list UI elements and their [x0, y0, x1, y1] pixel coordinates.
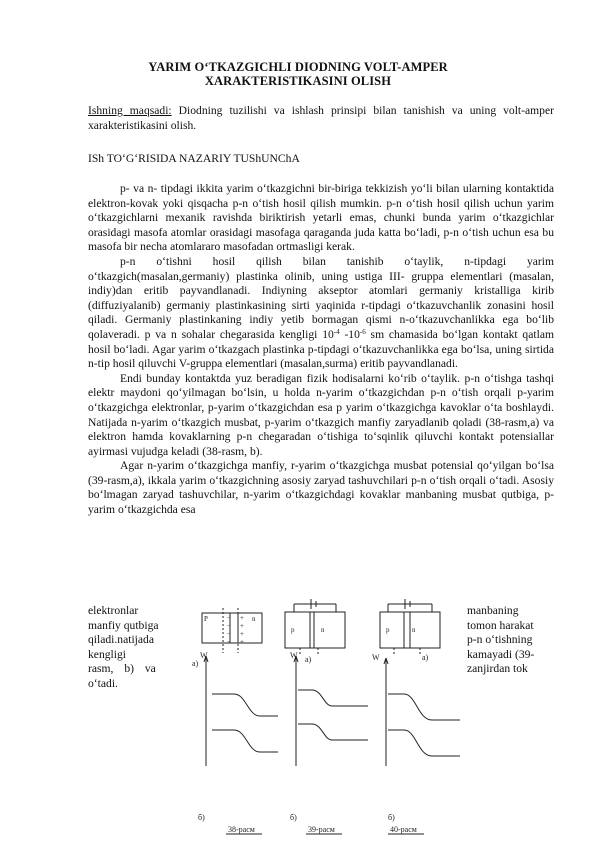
svg-text:−: − — [227, 630, 231, 638]
left-line-2: manfiy qutbiga — [88, 618, 159, 632]
svg-text:−: − — [227, 622, 231, 630]
svg-text:+: + — [240, 614, 244, 622]
p2-part-a: p-n o‘tishni hosil qilish bilan tanishib o‘taylik, n-tipdagi yarim o‘tkazgich(masalan,germaniy) plastinka olinib, uning ustiga III- gruppa elementlari (masalan, indiy)dan eritib payvandlanadi. Indiyning akseptor atomlari germaniy kristalliga kirib (diffuziyalanib) germaniy plastinkasining sirti yaqinida r-tipdagi o‘tkazuvchanlik zonasini hosil qiladi. Germaniy plastinkaning indiy yetib bormagan qismi n-o‘tkazuvchanlikka ega bo‘lib qolaveradi. p va n sohalar chegarasida kengligi 10 — [88, 254, 554, 341]
wrap-left-column — [88, 604, 174, 692]
fig38-p-label: P — [204, 615, 208, 623]
fig40-n-label: n — [412, 626, 416, 634]
section-heading: ISh TO‘G‘RISIDA NAZARIY TUShUNChA — [88, 152, 300, 165]
paragraph-4: Agar n-yarim o‘tkazgichga manfiy, r-yarim o‘tkazgichga musbat potensial qo‘yilgan bo‘lsa (39-rasm,a), ikkala yarim o‘tkazgichning asosiy zaryad tashuvchilari p-n o‘tish orqali o‘tadi. Asosiy bo‘lmagan zaryad tashuvchilar, n-yarim o‘tkazgichdagi kovaklar manbaning musbat qutbiga, p-yarim o‘tkazgichda esa — [88, 459, 554, 517]
svg-text:−: − — [227, 638, 231, 646]
left-line-1: elektronlar — [88, 604, 139, 617]
page-title — [80, 60, 516, 88]
fig38-n-label: n — [252, 615, 256, 623]
fig40-band-diagram — [372, 653, 460, 834]
right-line-1: manbaning — [467, 604, 519, 617]
right-line-3: p-n o‘tishning — [467, 633, 533, 647]
title-line-1: YARIM O‘TKAZGICHLI DIODNING VOLT-AMPER — [148, 60, 448, 74]
right-line-2: tomon harakat — [467, 618, 534, 632]
right-line-5: zanjirdan tok — [467, 662, 528, 676]
body-text — [88, 182, 554, 518]
fig39-label-b: б) — [290, 813, 297, 822]
fig40-label-a: a) — [422, 653, 429, 662]
svg-text:+: + — [240, 622, 244, 630]
svg-text:+: + — [240, 630, 244, 638]
fig38-label-b: б) — [198, 813, 205, 822]
p2-sup-1: -4 — [333, 327, 340, 336]
fig38-band-diagram — [198, 651, 278, 834]
wrap-right-column — [467, 604, 554, 677]
fig39-p-label: p — [291, 626, 295, 634]
left-line-6: o‘tadi. — [88, 676, 118, 690]
figures-diagram — [190, 598, 470, 842]
goal-text: Diodning tuzilishi va ishlash prinsipi bilan tanishish va uning volt-amper xarakteristikasini olish. — [88, 104, 554, 132]
fig39-caption: 39-расм — [308, 825, 335, 834]
right-line-4: kamayadi (39- — [467, 647, 535, 661]
paragraph-1: p- va n- tipdagi ikkita yarim o‘tkazgichni bir-biriga tekkizish yo‘li bilan ularning kontaktida elektron-kovak yoki qisqacha p-n o‘tish hosil qilish mumkin. p-n o‘tish hosil qilish uchun yarim o‘tkazgichlarni mexanik ravishda biriktirish yetarli emas, chunki bunda yarim o‘tkazgichlar orasidagi masofa atomlar orasidagi masofaga qaraganda juda katta bo‘ladi, p-n o‘tish uchun esa bu masofa bir necha atomlararo masofadan ortmasligi kerak. — [88, 182, 554, 254]
paragraph-3: Endi bunday kontaktda yuz beradigan fizik hodisalarni ko‘rib o‘taylik. p-n o‘tishga tashqi elektr maydoni qo‘yilmagan bo‘lsin, u holda n-yarim o‘tkazgichdan p-n o‘tish orqali p-yarim o‘tkazgichga elektronlar, p-yarim o‘tkazgichdan esa p yarim o‘tkazgichga kavoklar o‘ta boshlaydi. Natijada n-yarim o‘tkazgich musbat, p-yarim o‘tkazgich manfiy zaryadlanib qoladi (38-rasm,a) va elektron hamda kovaklarning p-n chegaradan o‘tishiga to‘sqinlik qiluvchi kontakt potensiallar ayirmasi vujudga keladi (38-rasm, b). — [88, 371, 554, 458]
goal-label: Ishning maqsadi: — [88, 104, 172, 117]
fig40-caption: 40-расм — [390, 825, 417, 834]
p2-part-b: sm chamasida bo‘lgan kontakt qatlam hosil bo‘ladi. Agar yarim o‘tkazgach plastinka p-tipdagi o‘tkazuvchanlikka ega bo‘lsa, uning sirtida n-tip hosil qiluvchi V-gruppa elementlari (masalan,surma) eritib payvandlanadi. — [88, 327, 554, 371]
fig39-label-a: a) — [305, 655, 312, 664]
fig40-reverse-bias — [380, 599, 440, 662]
goal-paragraph — [88, 104, 554, 133]
fig39-band-diagram — [290, 651, 368, 834]
fig38-caption: 38-расм — [228, 825, 255, 834]
svg-text:+: + — [240, 638, 244, 646]
fig40-label-b: б) — [388, 813, 395, 822]
svg-text:−: − — [227, 614, 231, 622]
fig40-axis-w: W — [372, 653, 380, 662]
p2-sup-2: -6 — [359, 327, 366, 336]
fig39-n-label: n — [321, 626, 325, 634]
fig40-p-label: p — [386, 626, 390, 634]
fig38-axis-w: W — [200, 651, 208, 660]
paragraph-2 — [88, 255, 554, 372]
left-line-5: rasm, b) va — [88, 662, 156, 676]
title-line-2: XARAKTERISTIKASINI OLISH — [204, 74, 392, 88]
left-line-4: kengligi — [88, 647, 126, 661]
fig39-axis-w: W — [290, 651, 298, 660]
left-line-3: qiladi.natijada — [88, 633, 154, 647]
fig38-label-a: a) — [192, 659, 199, 668]
p2-part-mid: -10 — [339, 327, 360, 341]
